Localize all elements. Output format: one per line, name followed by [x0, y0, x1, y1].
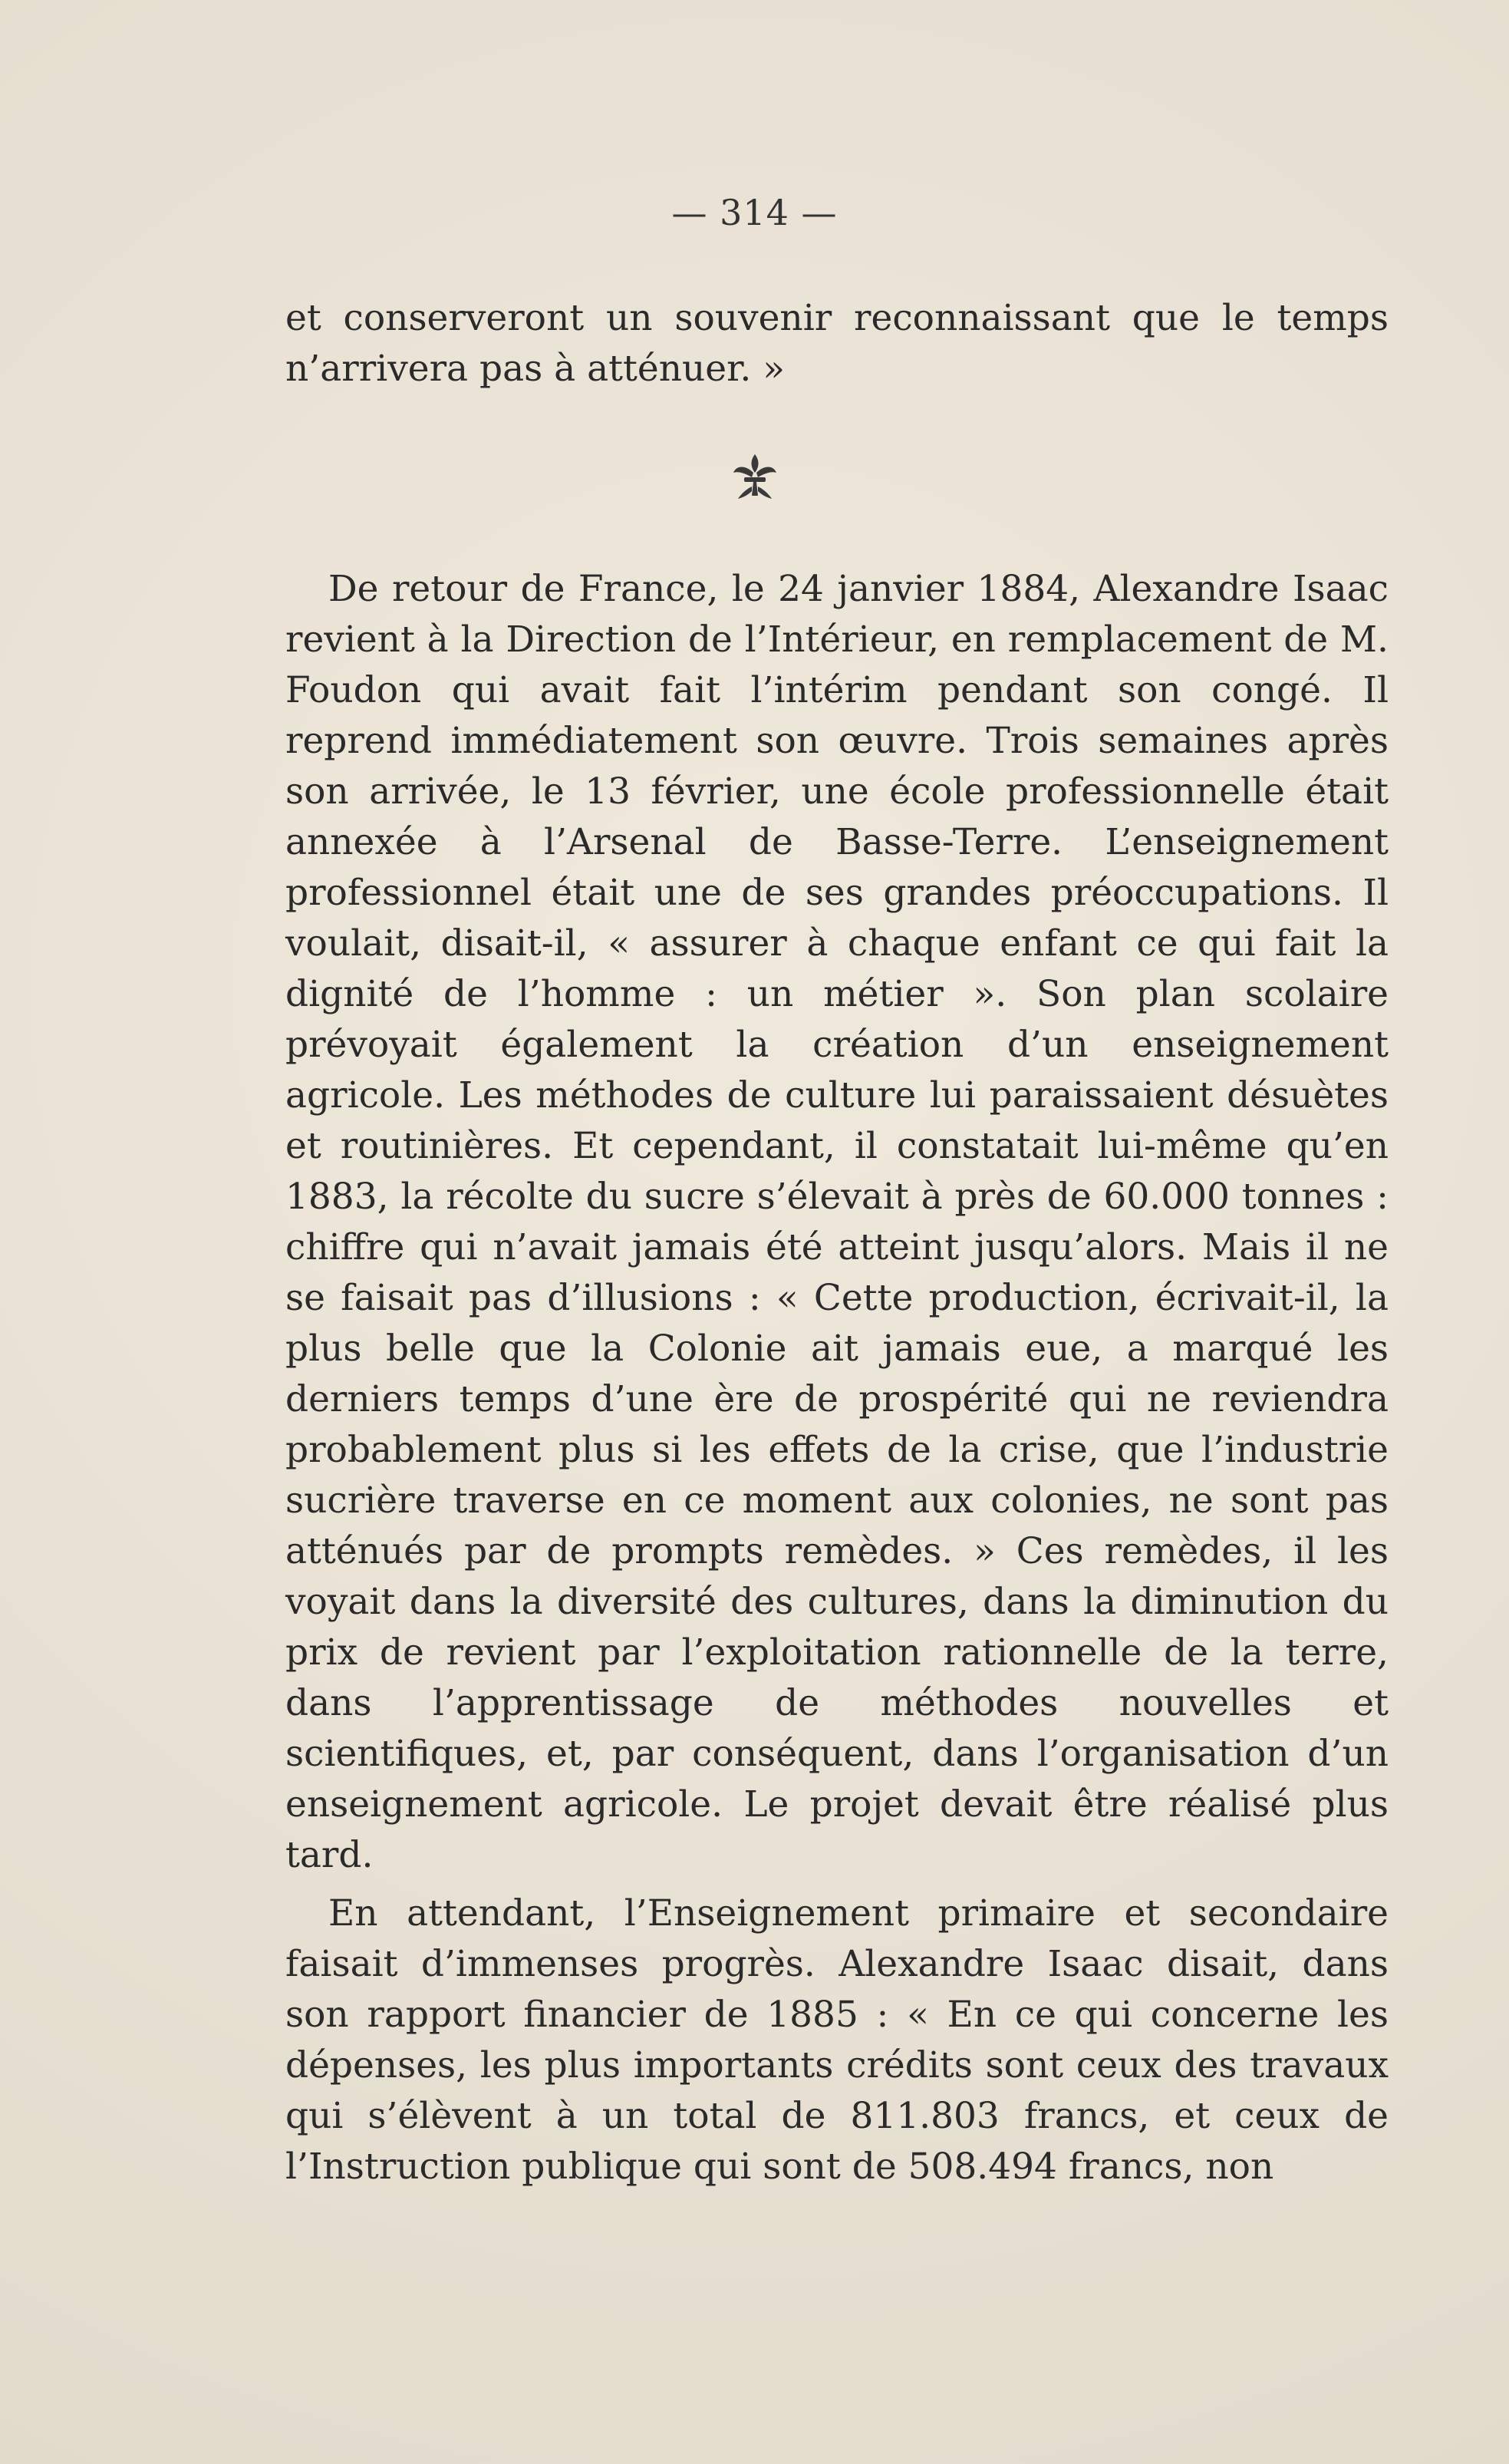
opening-paragraph: et conserveront un souvenir reconnaissant que le temps n’arrivera pas à atténuer. »: [285, 297, 1389, 390]
paragraph-1: De retour de France, le 24 janvier 1884, Alexandre Isaac revient à la Direction de l’Intérieur, en remplacement de M. Foudon qui avait fait l’intérim pendant son congé. Il reprend immédiatement son œuvre. Trois semaines après son arrivée, le 13 février, une école professionnelle était annexée à l’Arsenal de Basse-Terre. L’enseignement professionnel était une de ses grandes préoccupations. Il voulait, disait-il, « assurer à chaque enfant ce qui fait la dignité de l’homme : un métier ». Son plan scolaire prévoyait également la création d’un enseignement agricole. Les méthodes de culture lui paraissaient désuètes et routinières. Et cependant, il constatait lui-même qu’en 1883, la récolte du sucre s’élevait à près de 60.000 tonnes : chiffre qui n’avait jamais été atteint jusqu’alors. Mais il ne se faisait pas d’illusions : « Cette production, écrivait-il, la plus belle que la Colonie ait jamais eue, a marqué les derniers temps d’une ère de prospérité qui ne reviendra probablement plus si les effets de la crise, que l’industrie sucrière traverse en ce moment aux colonies, ne sont pas atténués par de prompts remèdes. » Ces remèdes, il les voyait dans la diversité des cultures, dans la diminution du prix de revient par l’exploitation rationnelle de la terre, dans l’apprentissage de méthodes nouvelles et scientifiques, et, par conséquent, dans l’organisation d’un enseignement agricole. Le projet devait être réalisé plus tard.: [285, 568, 1389, 1876]
opening-text-block: [285, 293, 1389, 394]
fleur-de-lis-ornament-icon: [724, 450, 786, 503]
page-number: — 314 —: [671, 192, 838, 233]
body-text-block: [285, 564, 1389, 2192]
paragraph-2: En attendant, l’Enseignement primaire et secondaire faisait d’immenses progrès. Alexandre Isaac disait, dans son rapport financier de 1885 : « En ce qui concerne les dépenses, les plus importants crédits sont ceux des travaux qui s’élèvent à un total de 811.803 francs, et ceux de l’Instruction publique qui sont de 508.494 francs, non: [285, 1892, 1389, 2188]
